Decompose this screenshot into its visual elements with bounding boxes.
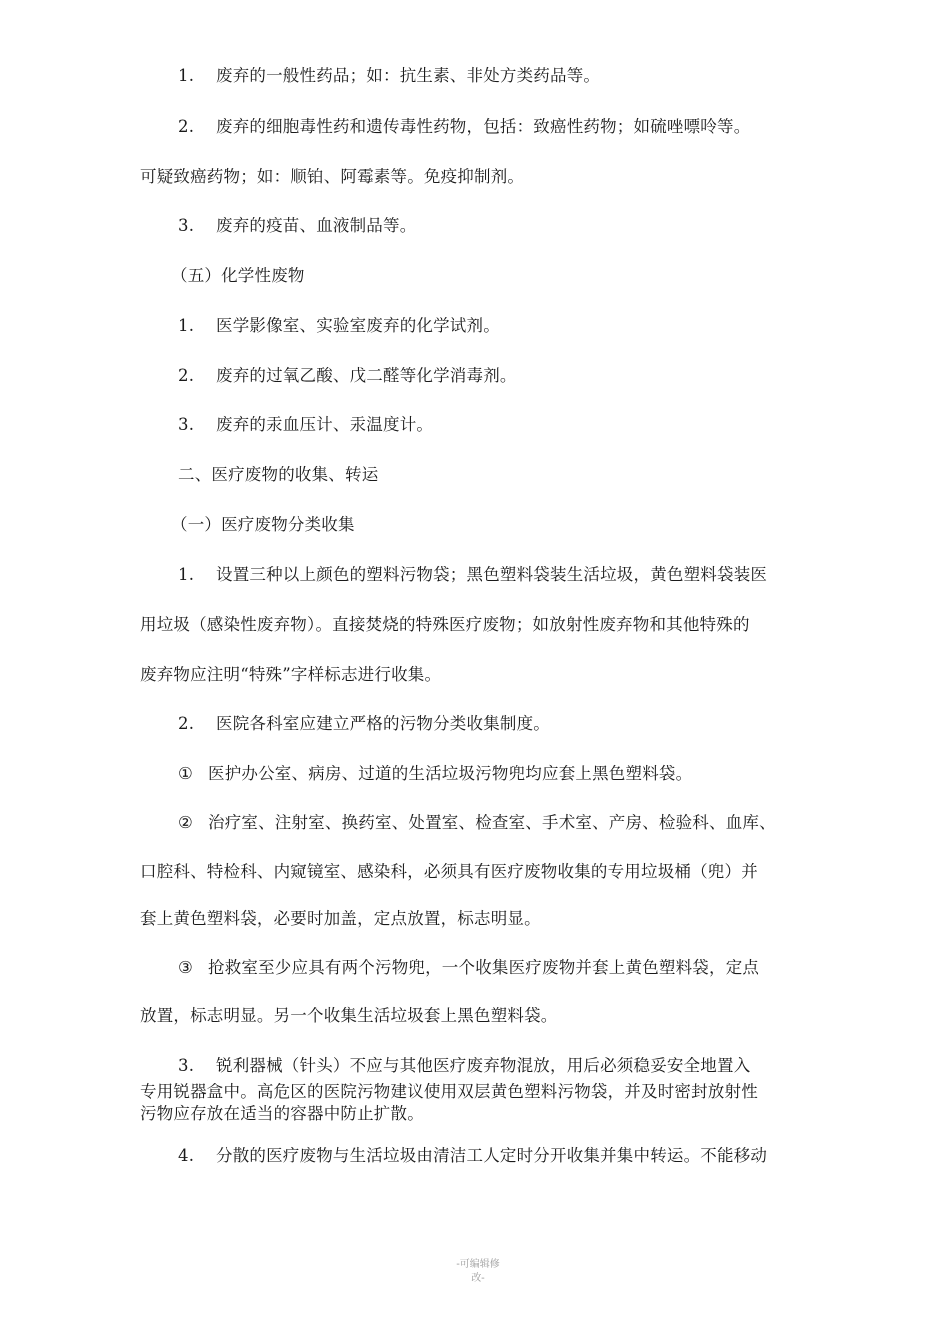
paragraph-line: 污物应存放在适当的容器中防止扩散。 [140,1104,424,1123]
list-item [178,316,500,336]
paragraph-line: 用垃圾（感染性废弃物）。直接焚烧的特殊医疗废物；如放射性废弃物和其他特殊的 [140,615,750,634]
list-item [178,415,433,435]
item-text: 医院各科室应建立严格的污物分类收集制度。 [216,714,550,733]
list-item [178,764,692,784]
list-item [178,216,416,236]
paragraph-line: 口腔科、特检科、内窥镜室、感染科，必须具有医疗废物收集的专用垃圾桶（兜）并 [140,862,758,881]
item-number: 1. [178,66,195,85]
item-number: 2. [178,366,195,385]
list-item [178,1056,750,1076]
item-number: 4. [178,1146,195,1165]
item-number: ② [178,813,193,832]
item-text: 抢救室至少应具有两个污物兜，一个收集医疗废物并套上黄色塑料袋，定点 [208,958,760,977]
paragraph-line: 废弃物应注明“特殊”字样标志进行收集。 [140,665,442,684]
item-number: 1. [178,565,195,584]
item-text: 废弃的疫苗、血液制品等。 [216,216,417,235]
item-text: 废弃的过氧乙酸、戊二醛等化学消毒剂。 [216,366,517,385]
item-text: 治疗室、注射室、换药室、处置室、检查室、手术室、产房、检验科、血库、 [208,813,776,832]
item-number: ① [178,764,193,783]
chapter-heading: 二、医疗废物的收集、转运 [178,465,379,484]
item-number: 2. [178,117,195,136]
item-text: 医学影像室、实验室废弃的化学试剂。 [216,316,500,335]
item-text: 锐利器械（针头）不应与其他医疗废弃物混放，用后必须稳妥安全地置入 [216,1056,751,1075]
footer-line-1: -可编辑修 [456,1259,500,1270]
item-number: 3. [178,216,195,235]
item-number: 3. [178,415,195,434]
list-item [178,66,600,86]
paragraph-line: 专用锐器盒中。高危区的医院污物建议使用双层黄色塑料污物袋，并及时密封放射性 [140,1082,758,1101]
item-number: 2. [178,714,195,733]
list-item [178,117,750,137]
item-text: 废弃的汞血压计、汞温度计。 [216,415,434,434]
list-item [178,714,550,734]
list-item [178,366,517,386]
section-heading: （一）医疗废物分类收集 [171,515,355,534]
item-number: 3. [178,1056,195,1075]
paragraph-line: 套上黄色塑料袋，必要时加盖，定点放置，标志明显。 [140,909,541,928]
list-item [178,565,767,585]
item-text: 废弃的细胞毒性药和遗传毒性药物，包括：致癌性药物；如硫唑嘌呤等。 [216,117,751,136]
item-number: 1. [178,316,195,335]
list-item [178,1146,767,1166]
paragraph-line: 可疑致癌药物；如：顺铂、阿霉素等。免疫抑制剂。 [140,167,525,186]
footer-line-2: 改- [471,1273,485,1284]
item-number: ③ [178,958,193,977]
item-text: 分散的医疗废物与生活垃圾由清洁工人定时分开收集并集中转运。不能移动 [216,1146,768,1165]
item-text: 设置三种以上颜色的塑料污物袋；黑色塑料袋装生活垃圾，黄色塑料袋装医 [216,565,768,584]
item-text: 废弃的一般性药品；如：抗生素、非处方类药品等。 [216,66,601,85]
page-footer [448,1258,508,1286]
list-item [178,813,776,833]
paragraph-line: 放置，标志明显。另一个收集生活垃圾套上黑色塑料袋。 [140,1006,558,1025]
list-item [178,958,759,978]
section-heading: （五）化学性废物 [171,266,305,285]
item-text: 医护办公室、病房、过道的生活垃圾污物兜均应套上黑色塑料袋。 [208,764,693,783]
